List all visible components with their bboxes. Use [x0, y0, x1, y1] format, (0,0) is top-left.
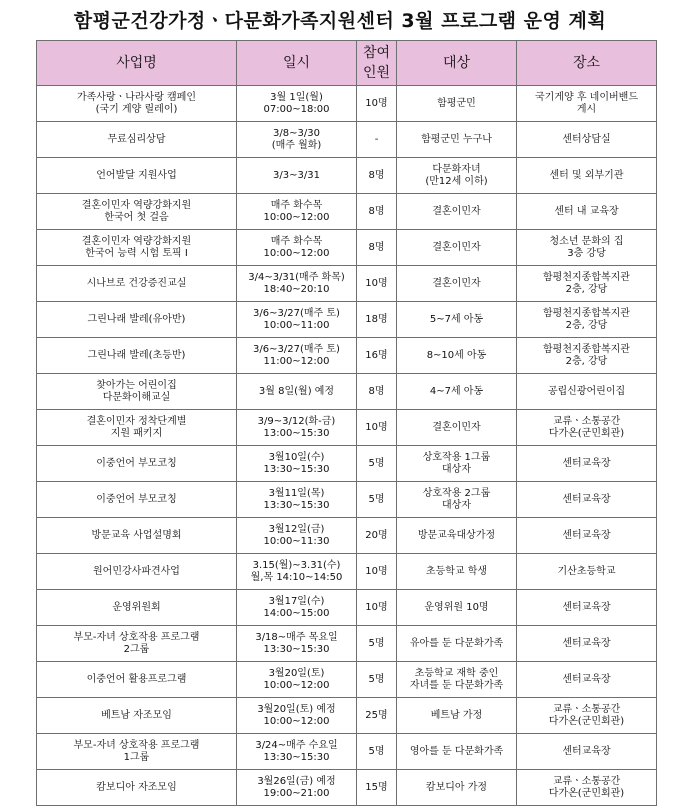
cell-target: 8~10세 아동: [397, 338, 517, 374]
cell-participants: 10명: [357, 590, 397, 626]
cell-participants: 8명: [357, 230, 397, 266]
cell-schedule: 3월20일(토) 10:00~12:00: [237, 662, 357, 698]
header-participants: 참여 인원: [357, 41, 397, 86]
cell-target: 다문화자녀 (만12세 이하): [397, 158, 517, 194]
cell-participants: 8명: [357, 194, 397, 230]
cell-target: 결혼이민자: [397, 230, 517, 266]
cell-location: 함평천지종합복지관 2층, 강당: [517, 302, 657, 338]
cell-schedule: 3/8~3/30 (매주 월화): [237, 122, 357, 158]
cell-program-name: 그린나래 발레(초등반): [37, 338, 237, 374]
cell-program-name: 이중언어 활용프로그램: [37, 662, 237, 698]
cell-participants: 5명: [357, 734, 397, 770]
cell-program-name: 결혼이민자 역량강화지원 한국어 능력 시험 토픽 Ⅰ: [37, 230, 237, 266]
cell-participants: 16명: [357, 338, 397, 374]
cell-program-name: 찾아가는 어린이집 다문화이해교실: [37, 374, 237, 410]
table-row: [37, 302, 657, 338]
cell-location: 국기게양 후 네이버밴드 게시: [517, 86, 657, 122]
header-location: 장소: [517, 41, 657, 86]
cell-target: 4~7세 아동: [397, 374, 517, 410]
table-row: [37, 230, 657, 266]
cell-location: 교류ㆍ소통공간 다가온(군민회관): [517, 410, 657, 446]
table-row: [37, 662, 657, 698]
table-row: [37, 482, 657, 518]
cell-location: 센터 내 교육장: [517, 194, 657, 230]
table-row: [37, 338, 657, 374]
cell-schedule: 3월17일(수) 14:00~15:00: [237, 590, 357, 626]
cell-target: 상호작용 2그룹 대상자: [397, 482, 517, 518]
cell-participants: -: [357, 122, 397, 158]
cell-target: 운영위원 10명: [397, 590, 517, 626]
cell-participants: 5명: [357, 482, 397, 518]
cell-schedule: 3/9~3/12(화-금) 13:00~15:30: [237, 410, 357, 446]
cell-program-name: 결혼이민자 정착단계별 지원 패키지: [37, 410, 237, 446]
cell-location: 교류ㆍ소통공간 다가온(군민회관): [517, 698, 657, 734]
cell-target: 초등학교 학생: [397, 554, 517, 590]
cell-location: 센터교육장: [517, 482, 657, 518]
table-row: [37, 158, 657, 194]
cell-participants: 5명: [357, 446, 397, 482]
cell-schedule: 3/24~매주 수요일 13:30~15:30: [237, 734, 357, 770]
cell-program-name: 언어발달 지원사업: [37, 158, 237, 194]
cell-program-name: 캄보디아 자조모임: [37, 770, 237, 806]
header-schedule: 일시: [237, 41, 357, 86]
cell-schedule: 3월 8일(월) 예정: [237, 374, 357, 410]
cell-location: 센터 및 외부기관: [517, 158, 657, 194]
cell-schedule: 3/3~3/31: [237, 158, 357, 194]
cell-schedule: 3/6~3/27(매주 토) 10:00~11:00: [237, 302, 357, 338]
table-row: [37, 86, 657, 122]
cell-participants: 20명: [357, 518, 397, 554]
cell-program-name: 방문교육 사업설명회: [37, 518, 237, 554]
cell-target: 5~7세 아동: [397, 302, 517, 338]
cell-location: 센터교육장: [517, 590, 657, 626]
cell-schedule: 3/18~매주 목요일 13:30~15:30: [237, 626, 357, 662]
cell-schedule: 3월 1일(월) 07:00~18:00: [237, 86, 357, 122]
cell-target: 유아를 둔 다문화가족: [397, 626, 517, 662]
cell-target: 상호작용 1그룹 대상자: [397, 446, 517, 482]
cell-participants: 15명: [357, 770, 397, 806]
cell-target: 함평군민 누구나: [397, 122, 517, 158]
cell-target: 결혼이민자: [397, 266, 517, 302]
cell-target: 영아를 둔 다문화가족: [397, 734, 517, 770]
cell-location: 청소년 문화의 집 3층 강당: [517, 230, 657, 266]
cell-location: 센터교육장: [517, 446, 657, 482]
cell-program-name: 부모-자녀 상호작용 프로그램 1그룹: [37, 734, 237, 770]
table-body: [37, 86, 657, 806]
cell-participants: 10명: [357, 554, 397, 590]
cell-participants: 10명: [357, 266, 397, 302]
cell-program-name: 부모-자녀 상호작용 프로그램 2그룹: [37, 626, 237, 662]
cell-target: 결혼이민자: [397, 410, 517, 446]
table-row: [37, 626, 657, 662]
table-row: [37, 554, 657, 590]
cell-location: 교류ㆍ소통공간 다가온(군민회관): [517, 770, 657, 806]
cell-participants: 5명: [357, 662, 397, 698]
cell-location: 센터교육장: [517, 662, 657, 698]
cell-program-name: 가족사랑ㆍ나라사랑 캠페인 (국기 게양 릴레이): [37, 86, 237, 122]
cell-target: 방문교육대상가정: [397, 518, 517, 554]
header-target: 대상: [397, 41, 517, 86]
table-row: [37, 734, 657, 770]
cell-participants: 8명: [357, 158, 397, 194]
table-row: [37, 446, 657, 482]
cell-target: 초등학교 재학 중인 자녀를 둔 다문화가족: [397, 662, 517, 698]
cell-program-name: 시나브로 건강증진교실: [37, 266, 237, 302]
header-row: [37, 41, 657, 86]
table-row: [37, 410, 657, 446]
program-table: [36, 40, 657, 806]
table-row: [37, 698, 657, 734]
cell-program-name: 베트남 자조모임: [37, 698, 237, 734]
table-row: [37, 590, 657, 626]
table-row: [37, 518, 657, 554]
cell-schedule: 3월20일(토) 예정 10:00~12:00: [237, 698, 357, 734]
cell-target: 결혼이민자: [397, 194, 517, 230]
cell-schedule: 매주 화수목 10:00~12:00: [237, 194, 357, 230]
cell-schedule: 3/4~3/31(매주 화목) 18:40~20:10: [237, 266, 357, 302]
cell-location: 센터교육장: [517, 626, 657, 662]
cell-schedule: 3월12일(금) 10:00~11:30: [237, 518, 357, 554]
table-row: [37, 194, 657, 230]
cell-program-name: 결혼이민자 역량강화지원 한국어 첫 걸음: [37, 194, 237, 230]
cell-location: 센터상담실: [517, 122, 657, 158]
cell-schedule: 3/6~3/27(매주 토) 11:00~12:00: [237, 338, 357, 374]
cell-participants: 10명: [357, 86, 397, 122]
cell-program-name: 운영위원회: [37, 590, 237, 626]
cell-target: 캄보디아 가정: [397, 770, 517, 806]
cell-location: 공립신광어린이집: [517, 374, 657, 410]
cell-target: 베트남 가정: [397, 698, 517, 734]
page-title: 함평군건강가정ㆍ다문화가족지원센터 3월 프로그램 운영 계획: [73, 10, 607, 32]
table-row: [37, 266, 657, 302]
cell-participants: 10명: [357, 410, 397, 446]
table-header: [37, 41, 657, 86]
cell-location: 함평천지종합복지관 2층, 강당: [517, 266, 657, 302]
cell-location: 함평천지종합복지관 2층, 강당: [517, 338, 657, 374]
cell-schedule: 3.15(월)~3.31(수) 월,목 14:10~14:50: [237, 554, 357, 590]
cell-target: 함평군민: [397, 86, 517, 122]
cell-schedule: 3월10일(수) 13:30~15:30: [237, 446, 357, 482]
cell-participants: 25명: [357, 698, 397, 734]
header-program-name: 사업명: [37, 41, 237, 86]
table-row: [37, 770, 657, 806]
cell-location: 센터교육장: [517, 518, 657, 554]
cell-program-name: 무료심리상담: [37, 122, 237, 158]
cell-participants: 8명: [357, 374, 397, 410]
cell-location: 센터교육장: [517, 734, 657, 770]
table-row: [37, 122, 657, 158]
cell-schedule: 3월26일(금) 예정 19:00~21:00: [237, 770, 357, 806]
table-row: [37, 374, 657, 410]
cell-participants: 5명: [357, 626, 397, 662]
cell-schedule: 3월11일(목) 13:30~15:30: [237, 482, 357, 518]
cell-program-name: 이중언어 부모코칭: [37, 482, 237, 518]
cell-schedule: 매주 화수목 10:00~12:00: [237, 230, 357, 266]
cell-participants: 18명: [357, 302, 397, 338]
cell-program-name: 원어민강사파견사업: [37, 554, 237, 590]
cell-program-name: 그린나래 발레(유아반): [37, 302, 237, 338]
cell-location: 기산초등학교: [517, 554, 657, 590]
cell-program-name: 이중언어 부모코칭: [37, 446, 237, 482]
